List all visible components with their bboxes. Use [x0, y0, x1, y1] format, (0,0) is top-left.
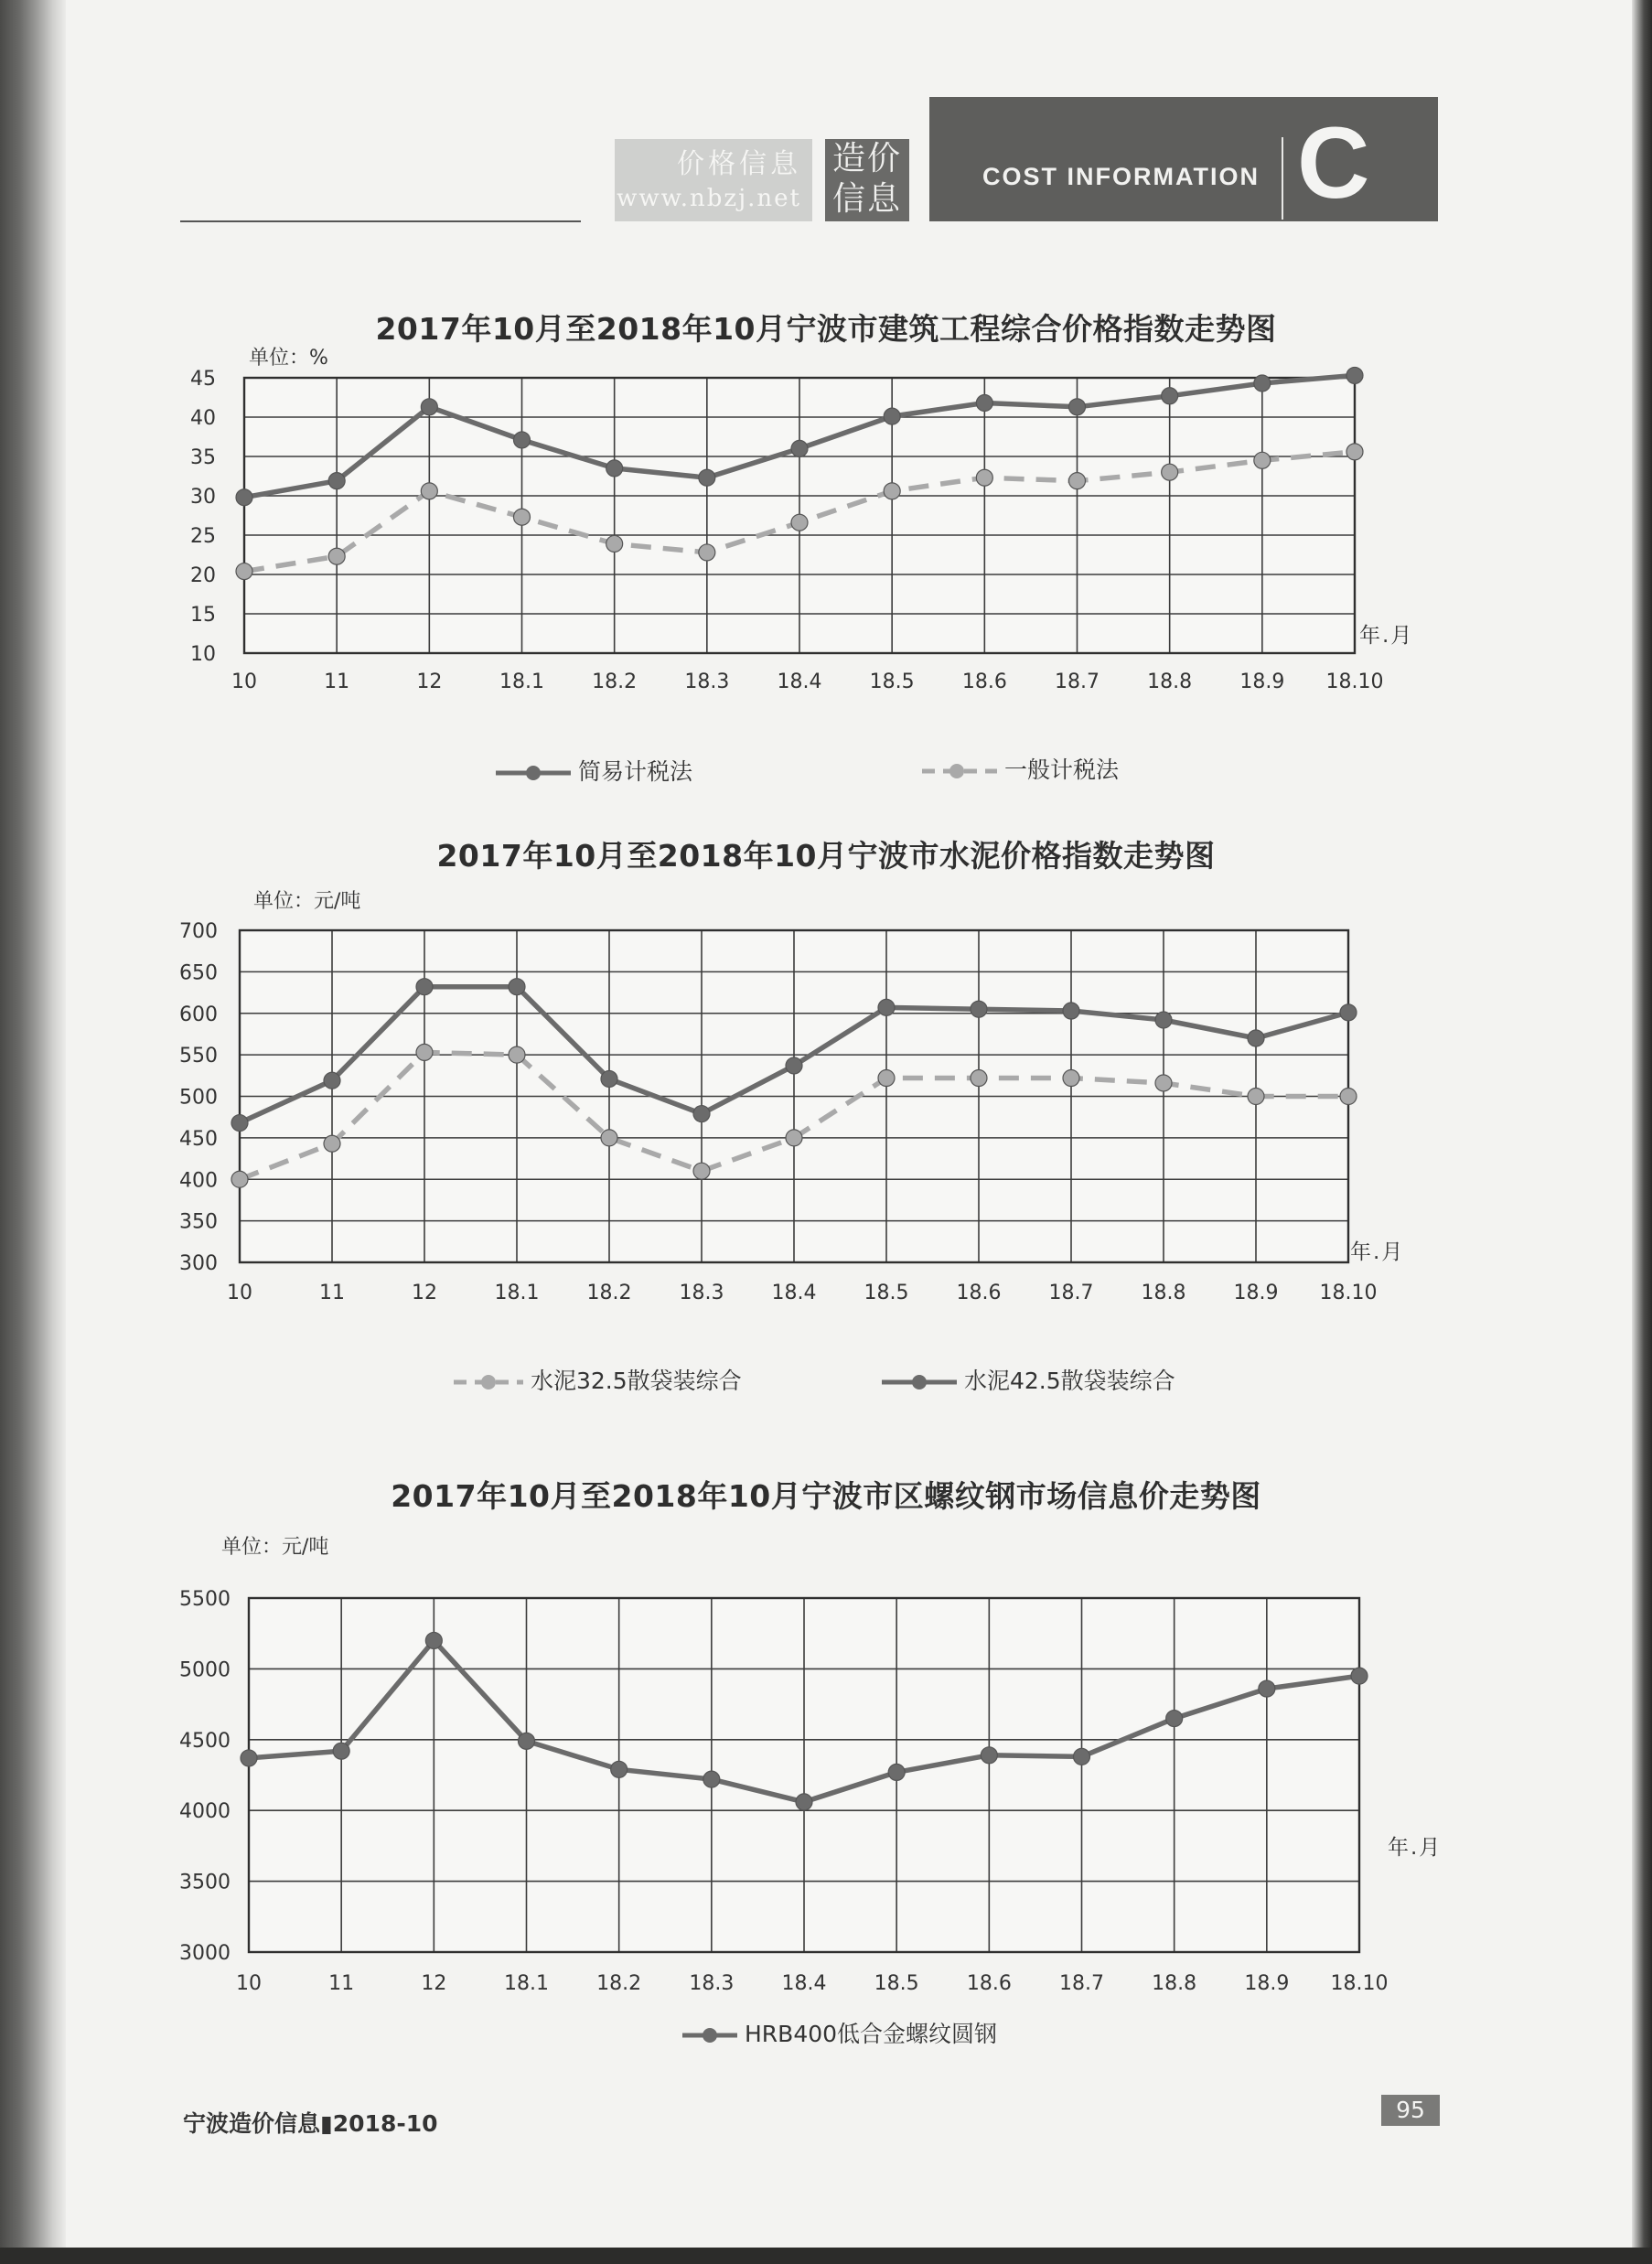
chart3-series-1-point-10 — [1166, 1711, 1183, 1727]
chart2-series-2-point-6 — [786, 1057, 802, 1074]
chart1-xtick-2: 12 — [416, 671, 443, 693]
chart1-xlabel: 年.月 — [1359, 624, 1414, 648]
chart1-series-2-point-4 — [606, 535, 623, 552]
chart3-ytick-1: 3500 — [179, 1871, 231, 1894]
chart1-ytick-7: 45 — [190, 368, 216, 391]
chart1-series-2-point-1 — [328, 548, 345, 564]
chart3-xtick-6: 18.4 — [781, 1972, 827, 1995]
header-zaojia-line2: 信息 — [831, 180, 902, 218]
chart3-xtick-1: 11 — [328, 1972, 355, 1995]
chart1-series-2-point-3 — [514, 509, 531, 525]
chart3-title: 2017年10月至2018年10月宁波市区螺纹钢市场信息价走势图 — [391, 1478, 1261, 1514]
chart2-series-1-point-12 — [1340, 1089, 1357, 1105]
chart3-series-1-point-4 — [611, 1761, 628, 1777]
chart1-xtick-12: 18.10 — [1325, 671, 1384, 693]
chart1-series-2-point-9 — [1069, 473, 1086, 489]
chart2-ytick-0: 300 — [179, 1252, 218, 1275]
chart1-series-1-point-6 — [791, 440, 808, 456]
chart2-ytick-6: 600 — [179, 1003, 218, 1026]
chart1-series-1-point-8 — [976, 395, 992, 412]
chart2-series-1-point-2 — [416, 1044, 433, 1060]
chart2-legend-label-2: 水泥42.5散袋装综合 — [964, 1368, 1175, 1394]
chart2-xtick-2: 12 — [412, 1282, 437, 1304]
chart3-ytick-3: 4500 — [179, 1729, 231, 1753]
chart2-series-1-point-5 — [693, 1163, 710, 1179]
chart2-ytick-4: 500 — [179, 1086, 218, 1110]
chart1-ytick-3: 25 — [190, 525, 216, 548]
chart1-series-1-point-5 — [699, 469, 715, 486]
chart2-xtick-5: 18.3 — [679, 1282, 724, 1304]
chart2-series-2-point-4 — [601, 1070, 617, 1087]
chart1-xtick-3: 18.1 — [499, 671, 544, 693]
chart1-series-1-point-4 — [606, 460, 623, 477]
chart3-xtick-2: 12 — [421, 1972, 447, 1995]
chart1-title: 2017年10月至2018年10月宁波市建筑工程综合价格指数走势图 — [375, 311, 1277, 347]
chart3-xtick-7: 18.5 — [874, 1972, 919, 1995]
chart2-series-1-point-9 — [1063, 1070, 1079, 1087]
chart3-series-1-point-9 — [1074, 1748, 1090, 1765]
chart3-series-1-point-12 — [1351, 1668, 1368, 1684]
chart1-ytick-5: 35 — [190, 446, 216, 469]
chart2-series-2-point-3 — [509, 979, 525, 995]
chart1-series-1-point-7 — [884, 408, 900, 424]
chart3-series-1-point-0 — [241, 1750, 257, 1766]
footer-journal: 宁波造价信息▮2018-10 — [183, 2110, 438, 2137]
chart1-series-1-point-12 — [1346, 367, 1363, 383]
chart2-series-2-point-9 — [1063, 1003, 1079, 1019]
chart1-xtick-9: 18.7 — [1055, 671, 1100, 693]
chart1-ytick-2: 20 — [190, 564, 216, 587]
chart1-series-1-point-2 — [421, 399, 437, 415]
chart1-ytick-1: 15 — [190, 604, 216, 627]
chart3-xtick-10: 18.8 — [1152, 1972, 1197, 1995]
chart2-series-2-point-7 — [878, 999, 895, 1015]
chart1-xtick-8: 18.6 — [961, 671, 1007, 693]
chart2-xtick-12: 18.10 — [1319, 1282, 1378, 1304]
chart1-xtick-6: 18.4 — [777, 671, 822, 693]
chart2-series-1-point-3 — [509, 1046, 525, 1063]
chart2-series-2-point-1 — [324, 1072, 340, 1089]
chart3-legend-label-1: HRB400低合金螺纹圆钢 — [745, 2021, 998, 2047]
chart3-xtick-4: 18.2 — [596, 1972, 642, 1995]
chart2-series-1-point-8 — [971, 1070, 987, 1087]
chart1-xtick-10: 18.8 — [1147, 671, 1193, 693]
chart1-series-2-point-0 — [236, 563, 252, 580]
chart3-xtick-8: 18.6 — [966, 1972, 1012, 1995]
chart3-xtick-5: 18.3 — [689, 1972, 735, 1995]
chart1-legend-label-1: 简易计税法 — [578, 758, 693, 785]
chart2-xtick-10: 18.8 — [1141, 1282, 1186, 1304]
header-banner-text: COST INFORMATION — [982, 163, 1260, 190]
chart1-series-2-point-6 — [791, 514, 808, 531]
chart2-series-2-point-10 — [1155, 1012, 1172, 1028]
chart2-series-1-point-1 — [324, 1135, 340, 1152]
chart1-ytick-0: 10 — [190, 643, 216, 666]
chart3-ytick-4: 5000 — [179, 1658, 231, 1682]
chart1-xtick-5: 18.3 — [684, 671, 730, 693]
chart1-series-2-point-11 — [1254, 452, 1271, 468]
chart2-xtick-4: 18.2 — [586, 1282, 632, 1304]
chart1-series-2-point-12 — [1346, 444, 1363, 460]
chart2-series-2-point-5 — [693, 1106, 710, 1122]
chart3-xtick-12: 18.10 — [1330, 1972, 1389, 1995]
chart3-xtick-0: 10 — [236, 1972, 262, 1995]
chart3-xtick-11: 18.9 — [1244, 1972, 1290, 1995]
chart1-series-1-point-11 — [1254, 375, 1271, 392]
chart3-series-1-point-6 — [796, 1794, 812, 1810]
header-site-cn: 价格信息 — [677, 148, 801, 180]
chart3-xtick-3: 18.1 — [504, 1972, 549, 1995]
chart2-xtick-11: 18.9 — [1233, 1282, 1279, 1304]
chart2-ytick-8: 700 — [179, 920, 218, 943]
chart3-xtick-9: 18.7 — [1059, 1972, 1104, 1995]
chart2-series-2-point-8 — [971, 1001, 987, 1017]
chart2-xtick-7: 18.5 — [864, 1282, 909, 1304]
header-site-url: www.nbzj.net — [617, 185, 801, 212]
chart2-title: 2017年10月至2018年10月宁波市水泥价格指数走势图 — [436, 838, 1216, 874]
chart2-series-2-point-12 — [1340, 1004, 1357, 1021]
chart2-ytick-7: 650 — [179, 961, 218, 985]
chart3-ytick-0: 3000 — [179, 1942, 231, 1965]
chart1-xtick-4: 18.2 — [592, 671, 638, 693]
chart1-series-2-point-8 — [976, 469, 992, 486]
chart1-ytick-6: 40 — [190, 407, 216, 430]
chart3-unit: 单位：元/吨 — [221, 1536, 329, 1559]
chart3-xlabel: 年.月 — [1388, 1836, 1443, 1860]
chart1-legend-label-2: 一般计税法 — [1004, 756, 1120, 783]
chart2-series-1-point-6 — [786, 1130, 802, 1146]
chart2-xlabel: 年.月 — [1350, 1240, 1405, 1264]
chart3-series-1-point-1 — [333, 1743, 349, 1759]
chart1-unit: 单位：% — [249, 347, 328, 370]
chart2-series-1-point-0 — [231, 1171, 248, 1187]
footer-page-number: 95 — [1381, 2095, 1440, 2126]
chart2-unit: 单位：元/吨 — [253, 890, 361, 913]
chart1-series-2-point-7 — [884, 483, 900, 499]
chart1-series-2-point-10 — [1162, 464, 1178, 480]
chart3-series-1-point-8 — [981, 1747, 997, 1764]
chart3-series-1-point-5 — [703, 1771, 720, 1787]
chart1-xtick-7: 18.5 — [869, 671, 915, 693]
chart1-xtick-0: 10 — [231, 671, 257, 693]
chart2-series-1-point-11 — [1248, 1089, 1264, 1105]
chart2-series-1-point-4 — [601, 1130, 617, 1146]
chart1-series-1-point-9 — [1069, 399, 1086, 415]
chart2-xtick-1: 11 — [319, 1282, 345, 1304]
chart2-series-2-point-2 — [416, 979, 433, 995]
chart2-series-1-point-10 — [1155, 1075, 1172, 1091]
chart2-series-1-point-7 — [878, 1070, 895, 1087]
chart2-ytick-1: 350 — [179, 1210, 218, 1234]
chart2-ytick-2: 400 — [179, 1169, 218, 1193]
chart1-xtick-1: 11 — [324, 671, 350, 693]
chart2-ytick-5: 550 — [179, 1045, 218, 1068]
chart2-xtick-3: 18.1 — [494, 1282, 540, 1304]
chart1-series-1-point-3 — [514, 432, 531, 448]
chart3-series-1-point-2 — [425, 1632, 442, 1648]
chart1-series-1-point-1 — [328, 473, 345, 489]
chart3-ytick-2: 4000 — [179, 1800, 231, 1824]
chart2-xtick-9: 18.7 — [1048, 1282, 1094, 1304]
chart2-xtick-0: 10 — [227, 1282, 252, 1304]
chart1-series-2-point-5 — [699, 544, 715, 561]
chart3-series-1-point-3 — [519, 1733, 535, 1749]
chart1-series-1-point-0 — [236, 489, 252, 506]
header-zaojia-line1: 造价 — [831, 140, 902, 177]
chart1-series-2-point-2 — [421, 483, 437, 499]
chart2-ytick-3: 450 — [179, 1127, 218, 1151]
chart1-ytick-4: 30 — [190, 486, 216, 509]
header-banner-letter: C — [1297, 107, 1370, 220]
chart2-legend-label-1: 水泥32.5散袋装综合 — [531, 1368, 742, 1394]
chart2-series-2-point-11 — [1248, 1030, 1264, 1046]
chart2-xtick-6: 18.4 — [771, 1282, 817, 1304]
chart3-series-1-point-11 — [1259, 1680, 1275, 1697]
chart2-series-2-point-0 — [231, 1115, 248, 1132]
chart1-series-1-point-10 — [1162, 388, 1178, 404]
chart3-series-1-point-7 — [888, 1764, 905, 1780]
chart2-xtick-8: 18.6 — [956, 1282, 1002, 1304]
chart3-ytick-5: 5500 — [179, 1588, 231, 1611]
chart1-xtick-11: 18.9 — [1239, 671, 1285, 693]
